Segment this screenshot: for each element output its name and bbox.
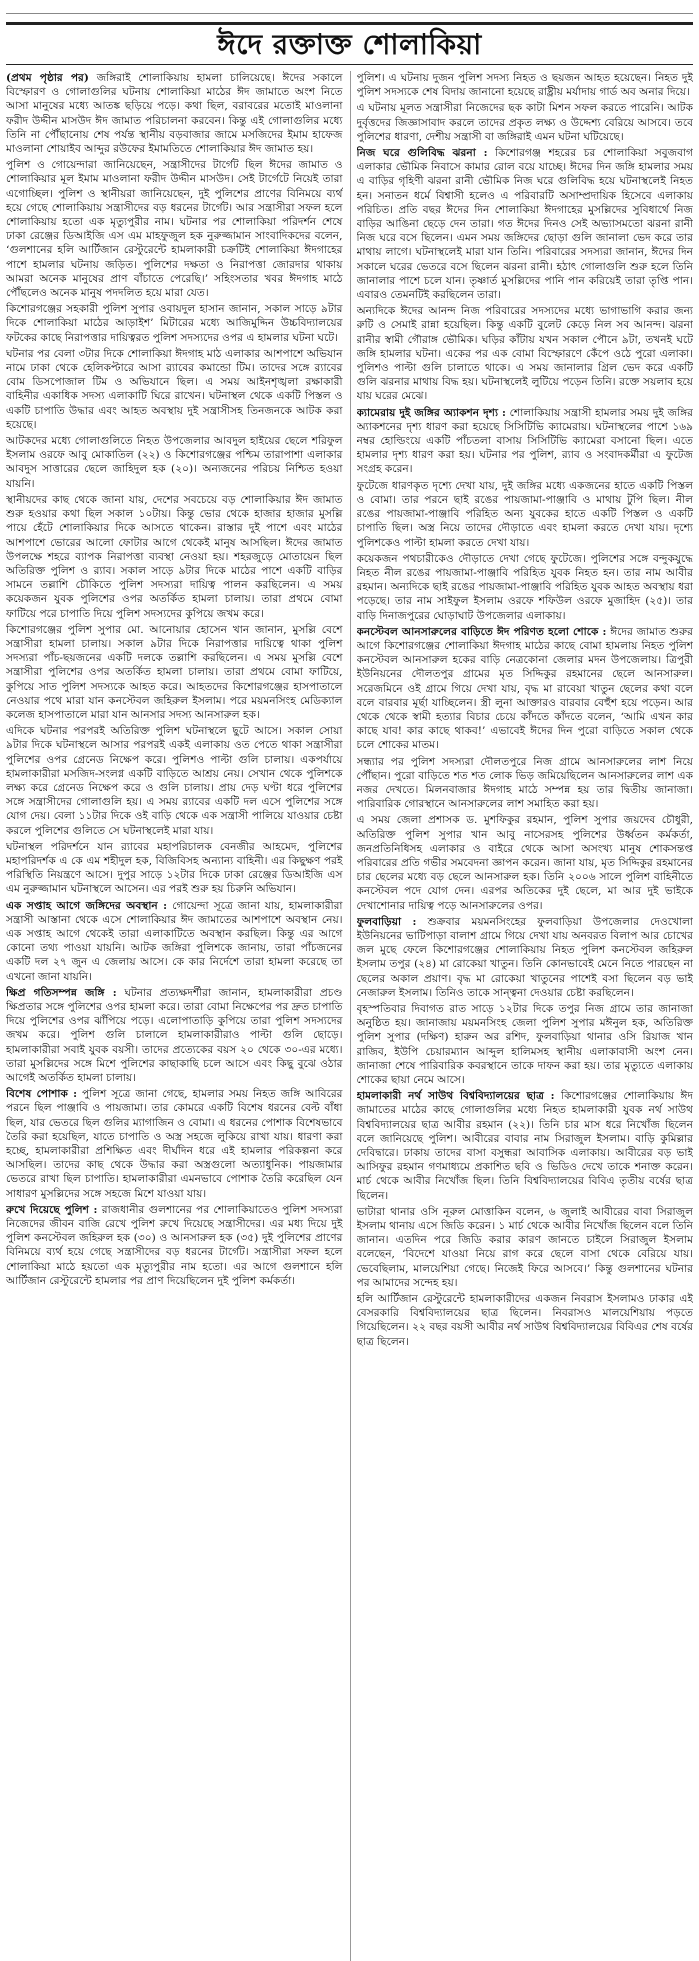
paragraph-text: সন্ধ্যার পর পুলিশ সদস্যরা দৌলতপুরে নিজ গ্রামে আনসারুলের লাশ নিয়ে পৌঁছান। পুরো বাড়িতে শত শত লোক ভিড় জমিয়েছিলেন আনসারুলের লাশ এক নজর দেখতে। মিলনবাজার ঈদগাহ মাঠে সম্পন্ন হয় তার দ্বিতীয় জানাজা। পারিবারিক গোরস্থানে আনসারুলের লাশ সমাহিত করা হয়। (356, 755, 693, 811)
article-paragraph (6, 302, 343, 345)
article-paragraph (357, 1292, 694, 1349)
page-top-strip (6, 0, 693, 14)
article-paragraph (6, 899, 343, 984)
paragraph-text: গোয়েন্দা সূত্রে জানা যায়, হামলাকারীরা সন্ত্রাসী আস্তানা থেকে এসে শোলাকিয়ার ঈদ জামাতের আশপাশে অবস্থান নেয়। এক সপ্তাহ আগে থেকেই তারা এলাকাটিতে অবস্থান করছিল। কিন্তু এর আগে কোনো তথ্য পাওয়া যায়নি। আটক জঙ্গিরা পুলিশকে জানায়, তারা পাঁচজনের একটি দল ২৭ জুন এ জেলায় আসে। কে কার নির্দেশে তারা হামলা করেছে তা এখনো জানা যায়নি। (6, 899, 343, 983)
article-paragraph (6, 347, 343, 432)
article-paragraph (357, 1089, 694, 1203)
article-paragraph (6, 840, 343, 897)
paragraph-text: ফুটেজে ধারণকৃত দৃশ্যে দেখা যায়, দুই জঙ্গির মধ্যে একজনের হাতে একটি পিস্তল ও বোমা। তার পরনে ছাই রঙের পায়জামা-পাঞ্জাবি ও মাথায় টুপি ছিল। নীল রঙের পায়জামা-পাঞ্জাবি পরিহিত অন্য যুবকের হাতে একটি পিস্তল ও একটি চাপাতি ছিল। অস্ত্র নিয়ে তাদের দৌড়াতে এবং হামলা করতে দেখা যায়। দৃশ্যে পুলিশকেও পাল্টা হামলা করতে দেখা যায়। (356, 479, 693, 549)
paragraph-text: পুলিশ সূত্রে জানা গেছে, হামলার সময় নিহত জঙ্গি আবিরের পরনে ছিল পাঞ্জাবি ও পায়জামা। তার কোমরে একটি বিশেষ ধরনের বেল্ট বাঁধা ছিল, যার ভেতরে ছিল গুলির ম্যাগাজিন ও বোমা। এ ধরনের পোশাক বিশেষভাবে তৈরি করা হয়েছিল, যাতে চাপাতি ও অস্ত্র সহজে লুকিয়ে রাখা যায়। ধারণা করা হচ্ছে, হামলাকারীরা প্রশিক্ষিত এবং দীর্ঘদিন ধরে এই হামলার পরিকল্পনা করে আসছিল। তাদের কাছ থেকে উদ্ধার করা অস্ত্রগুলো অত্যাধুনিক। পায়জামার ভেতরে রাখা ছিল চাপাতি। হামলাকারীরা এমনভাবে পোশাক তৈরি করেছিল যেন সাধারণ মুসল্লিদের সঙ্গে সহজে মিশে যাওয়া যায়। (6, 1088, 343, 1200)
paragraph-text: অন্যদিকে ঈদের আনন্দ নিজ পরিবারের সদস্যদের মধ্যে ভাগাভাগি করার জন্য রুটি ও সেমাই রান্না হয়েছিল। কিন্তু একটি বুলেট কেড়ে নিল সব আনন্দ। ঝরনা রানীর স্বামী গৌরাঙ্গ ভৌমিক। ঘড়ির কাঁটায় যখন সকাল পৌনে ৯টা, তখনই ঘটে জঙ্গি হামলার ঘটনা। একের পর এক বোমা বিস্ফোরণে কেঁপে ওঠে পুরো এলাকা। পুলিশও পাল্টা গুলি চালাতে থাকে। এ সময় জানালার গ্রিল ভেদ করে একটি গুলি ঝরনার মাথায় বিদ্ধ হয়। ঘটনাস্থলেই লুটিয়ে পড়েন তিনি। রক্তে সয়লাব হয়ে যায় ঘরের মেঝে। (356, 305, 693, 403)
article-column-right (357, 71, 694, 1961)
subheading: বিশেষ পোশাক : (6, 1088, 78, 1101)
paragraph-text: পুলিশ ও গোয়েন্দারা জানিয়েছেন, সন্ত্রাসীদের টার্গেট ছিল ঈদের জামাত ও শোলাকিয়ার মূল ইমাম মাওলানা ফরীদ উদ্দীন মাসউদ। সেই টার্গেটে নিয়েই তারা এগোচ্ছিল। পুলিশ ও স্থানীয়রা জানিয়েছেন, দুই পুলিশের প্রাণের বিনিময়ে ব্যর্থ হয়ে গেছে শোলাকিয়ায় সন্ত্রাসীদের বড় ধরনের টার্গেট। আর সন্ত্রাসীরা সফল হলে শোলাকিয়ায় হতো এক মৃত্যুপুরীর নাম। ঘটনার পর শোলাকিয়া পরিদর্শন শেষে ঢাকা রেঞ্জের ডিআইজি এস এম মাহফুজুল হক নুরুজ্জামান সাংবাদিকদের বলেন, ‘গুলশানের হলি আর্টিজান রেস্টুরেন্টে হামলাকারী চক্রটিই শোলাকিয়া ঈদগাহের পাশে হামলার ঘটনায় জড়িত। পুলিশের দক্ষতা ও নিরাপত্তা জোরদার থাকায় আমরা অনেক মানুষের প্রাণ বাঁচাতে পেরেছি।’ সহিংসতার খবর ঈদগাহ মাঠে পৌঁছলেও অনেক মানুষ পদদলিত হয়ে মারা যেত। (6, 159, 343, 300)
article-paragraph (357, 1002, 694, 1087)
paragraph-text: ঘটনার পর বেলা ৩টার দিকে শোলাকিয়া ঈদগাহ মাঠ এলাকার আশপাশে অভিযান নামে ঢাকা থেকে হেলিকপ্টারে আসা র‌্যাবের কমান্ডো টিম। তাদের সঙ্গে র‌্যাবের বোম ডিসপোজাল টিম ও অভিযানে ছিল। এ সময় আইনশৃঙ্খলা রক্ষাকারী বাহিনীর একাধিক সদস্য এলাকাটি ঘিরে রাখেন। ঘটনাস্থল থেকে একটি পিস্তল ও একটি চাপাতি উদ্ধার এবং আহত অবস্থায় দুই সন্ত্রাসীসহ তিনজনকে আটক করা হয়েছে। (6, 347, 343, 431)
subheading: ক্ষিপ্র গতিসম্পন্ন জঙ্গি : (6, 986, 117, 999)
article-paragraph (6, 724, 343, 838)
paragraph-text: এ সময় জেলা প্রশাসক ড. মুশফিকুর রহমান, পুলিশ সুপার জয়দেব চৌধুরী, অতিরিক্ত পুলিশ সুপার খান আবু নাসেরসহ পুলিশের উর্ধ্বতন কর্মকর্তা, জনপ্রতিনিধিসহ এলাকার ও বাইরে থেকে আসা অসংখ্য মানুষ শোকসন্তপ্ত পরিবারের প্রতি গভীর সমবেদনা জ্ঞাপন করেন। জানা যায়, মৃত সিদ্দিকুর রহমানের চার ছেলের মধ্যে বড় ছেলে আনসারুল হক। তিনি ২০০৬ সালে পুলিশ বাহিনীতে কনস্টেবল পদে যোগ দেন। এরপর অতিকের দুই ছেলে, মা আর দুই ভাইকে দেখাশোনার দায়িত্ব পড়ে আনসারুলের ওপর। (356, 814, 693, 912)
article-columns (6, 71, 693, 1961)
article-paragraph (357, 406, 694, 477)
paragraph-text: শোলাকিয়ায় সন্ত্রাসী হামলার সময় দুই জঙ্গির অ্যাকশনের দৃশ্য ধারণ করা হয়েছে সিসিটিভি ক্যামেরায়। ঘটনাস্থলের পাশে ১৬৯ নম্বর হোল্ডিংয়ে একটি পাঁচতলা বাসায় সিসিটিভি ক্যামেরা বসানো ছিল। এতে হামলার দৃশ্য ধারণ করা হয়। ঘটনার পর পুলিশ, র‌্যাব ও সংবাদকর্মীরা এ ফুটেজ সংগ্রহ করেন। (356, 406, 693, 476)
article-paragraph (6, 434, 343, 491)
article-column-left (6, 71, 343, 1961)
article-paragraph (357, 146, 694, 302)
paragraph-text: আটকদের মধ্যে গোলাগুলিতে নিহত উপজেলার আবদুল হাইয়ের ছেলে শরিফুল ইসলাম ওরফে আবু মোকাতিল (২২) ও কিশোরগঞ্জের পশ্চিম তারাপাশা এলাকার আবদুস সাত্তারের ছেলে জাহিদুল হক (২০)। অন্যজনের পরিচয় নিশ্চিত হওয়া যায়নি। (6, 435, 343, 490)
article-paragraph (357, 625, 694, 753)
paragraph-text: পুলিশ। এ ঘটনায় দুজন পুলিশ সদস্য নিহত ও ছয়জন আহত হয়েছেন। নিহত দুই পুলিশ সদস্যকে শেষ বিদায় জানানো হয়েছে রাষ্ট্রীয় মর্যাদায় গার্ড অব অনার দিয়ে। (356, 72, 693, 99)
article-paragraph (357, 755, 694, 812)
paragraph-text: কিশোরগঞ্জের পুলিশ সুপার মো. আনোয়ার হোসেন খান জানান, মুসল্লি বেশে সন্ত্রাসীরা হামলা চালায়। সকাল ৯টার দিকে নিরাপত্তার দায়িত্বে থাকা পুলিশ সদস্যরা পাঁচ-ছয়জনের একটি দলকে তল্লাশি করছিলেন। এ সময় মুসল্লি বেশে সন্ত্রাসীরা পুলিশের ওপর অতর্কিত হামলা চালায়। তারা প্রথমে বোমা ফাটিয়ে, কুপিয়ে সাত পুলিশ সদস্যকে আহত করে। আহতদের কিশোরগঞ্জের হাসপাতালে নেওয়ার পথে মারা যান কনস্টেবল জহিরুল ইসলাম। পরে ময়মনসিংহ মেডিক্যাল কলেজ হাসপাতালে মারা যান আনসার সদস্য আনসারুল হক। (6, 623, 343, 721)
subheading: নিজ ঘরে গুলিবিদ্ধ ঝরনা : (356, 147, 488, 160)
article-paragraph (6, 623, 343, 722)
article-paragraph (357, 813, 694, 912)
subheading: কনস্টেবল আনসারুলের বাড়িতে ঈদ পরিণত হলো শোকে : (356, 625, 607, 638)
paragraph-text: ঘটনাস্থল পরিদর্শনে যান র‌্যাবের মহাপরিচালক বেনজীর আহমেদ, পুলিশের মহাপরিদর্শক এ কে এম শহীদুল হক, বিজিবিসহ অন্যান্য বাহিনী। এর কিছুক্ষণ পরই পরিস্থিতি নিয়ন্ত্রণে আসে। দুপুর সাড়ে ১২টার দিকে ঢাকা রেঞ্জের ডিআইজি এস এম নুরুজ্জামান ঘটনাস্থলে আসেন। এর পরই শুরু হয় চিরুনি অভিযান। (6, 840, 343, 896)
paragraph-text: এদিকে ঘটনার পরপরই অতিরিক্ত পুলিশ ঘটনাস্থলে ছুটে আসে। সকাল সোয়া ৯টার দিকে ঘটনাস্থলে আসার পরপরই একই এলাকায় ওত পেতে থাকা সন্ত্রাসীরা পুলিশের ওপর গ্রেনেড নিক্ষেপ করে। পুলিশও পাল্টা গুলি চালায়। একপর্যায়ে হামলাকারীরা মসজিদ-সংলগ্ন একটি বাড়িতে আশ্রয় নেয়। সেখান থেকে পুলিশকে লক্ষ্য করে গ্রেনেড নিক্ষেপ করে ও গুলি চালায়। প্রায় দেড় ঘণ্টা ধরে পুলিশের সঙ্গে সন্ত্রাসীদের গোলাগুলি হয়। এ সময় র‌্যাবের একটি দল এসে পুলিশের সঙ্গে যোগ দেয়। বেলা ১১টার দিকে ওই বাড়ি থেকে এক সন্ত্রাসী পালিয়ে যাওয়ার চেষ্টা করলে পুলিশের গুলিতে সে ঘটনাস্থলেই মারা যায়। (6, 725, 343, 837)
article-paragraph (357, 101, 694, 144)
subheading: ক্যামেরায় দুই জঙ্গির অ্যাকশন দৃশ্য : (356, 406, 506, 419)
headline-bar (6, 22, 693, 65)
paragraph-text: হলি আর্টিজান রেস্টুরেন্টে হামলাকারীদের একজন নিবরাস ইসলামও ঢাকার এই বেসরকারি বিশ্ববিদ্যালয়ের ছাত্র ছিলেন। নিবরাসও মালয়েশিয়ায় পড়তে গিয়েছিলেন। ২২ বছর বয়সী আবীর নর্থ সাউথ বিশ্ববিদ্যালয়ের বিবিএর শেষ বর্ষের ছাত্র ছিলেন। (356, 1293, 693, 1348)
article-paragraph (6, 158, 343, 300)
paragraph-text: কিশোরগঞ্জ শহরের চর শোলাকিয়া সবুজবাগ এলাকার ভৌমিক নিবাসে কামার রোল বয়ে যাচ্ছে। ঈদের দিন জঙ্গি হামলার সময় এ বাড়ির গৃহিণী ঝরনা রানী ভৌমিক নিজ ঘরে গুলিবিদ্ধ হয়ে ঘটনাস্থলেই নিহত হন। সনাতন ধর্মে বিশ্বাসী হলেও এ পরিবারটি অসাম্প্রদায়িক হিসেবে এলাকায় পরিচিত। প্রতি বছর ঈদের দিন শোলাকিয়া ঈদগাহের মুসল্লিদের সুবিধার্থে নিজ বাড়ির আঙিনা ছেড়ে দেন তারা। গত ঈদের দিনও সেই অভ্যাসমতো ঝরনা রানী নিজ ঘরে বসে ছিলেন। এমন সময় জঙ্গিদের ছোড়া গুলি জানালা ভেদ করে তার মাথায় লাগে। ঘটনাস্থলেই মারা যান তিনি। পরিবারের সদস্যরা জানান, ঈদের দিন সকালে ঘরের ভেতরে বসে ছিলেন ঝরনা রানী। হঠাৎ গোলাগুলি শুরু হলে তিনি জানালার পাশে চলে যান। তৃষ্ণার্ত মুসল্লিদের পানি পান করিয়েই তারা তৃপ্তি পান। এবারও তেমনটিই করছিলেন তারা। (356, 147, 693, 302)
article-paragraph (357, 552, 694, 623)
article-paragraph (6, 1087, 343, 1201)
subheading: ফুলবাড়িয়া : (356, 915, 417, 928)
subheading: রুখে দিয়েছে পুলিশ : (6, 1203, 98, 1216)
continuation-note: (প্রথম পৃষ্ঠার পর) (6, 72, 89, 84)
paragraph-text: কিশোরগঞ্জের সহকারী পুলিশ সুপার ওবায়দুল হাসান জানান, সকাল সাড়ে ৯টার দিকে শোলাকিয়া মাঠের আড়াইশ’ মিটারের মধ্যে আজিমুদ্দিন উচ্চবিদ্যালয়ের ফটকের কাছে নিরাপত্তার দায়িত্বরত পুলিশ সদস্যদের ওপর এ হামলার ঘটনা ঘটে। (6, 303, 343, 344)
paragraph-text: স্থানীয়দের কাছ থেকে জানা যায়, দেশের সবচেয়ে বড় শোলাকিয়ার ঈদ জামাত শুরু হওয়ার কথা ছিল সকাল ১০টায়। কিন্তু ভোর থেকে হাজার হাজার মুসল্লি পায়ে হেঁটে শোলাকিয়ার দিকে আসতে থাকেন। রাস্তার দুই পাশে এবং মাঠের আশপাশে ভোরের আলো ফোটার আগে থেকেই মানুষ আসছিল। ঈদের জামাত উপলক্ষে শহরে ব্যাপক নিরাপত্তা ব্যবস্থা নেওয়া হয়। শহরজুড়ে মোতায়েন ছিল অতিরিক্ত পুলিশ ও র‌্যাব। সকাল সাড়ে ৯টার দিকে মাঠের পাশে একটি বাড়ির সামনে তল্লাশি চৌকিতে পুলিশ সদস্যরা দায়িত্ব পালন করছিলেন। এ সময় কয়েকজন যুবক পুলিশের ওপর অতর্কিত হামলা চালায়। তারা প্রথমে বোমা ফাটিয়ে পরে চাপাতি দিয়ে পুলিশ সদস্যদের কুপিয়ে জখম করে। (6, 493, 343, 620)
paragraph-text: জঙ্গিরাই শোলাকিয়ায় হামলা চালিয়েছে। ঈদের সকালে বিস্ফোরণ ও গোলাগুলির ঘটনায় শোলাকিয়া মাঠের ঈদ জামাতে অংশ নিতে আসা মানুষের মধ্যে আতঙ্ক ছড়িয়ে পড়ে। কথা ছিল, বরাবরের মতোই মাওলানা ফরীদ উদ্দীন মাসউদ ঈদ জামাত পরিচালনা করবেন। কিন্তু এই গোলাগুলির মধ্যে তিনি না পৌঁছানোয় শেষ পর্যন্ত স্থানীয় বড়বাজার জামে মসজিদের ইমাম হাফেজ মাওলানা শোয়াইব আব্দুর রউফের ইমামতিতে শোলাকিয়ার ঈদ জামাত হয়। (6, 72, 343, 156)
article-paragraph (6, 493, 343, 621)
article-paragraph (357, 915, 694, 1000)
paragraph-text: শুক্রবার ময়মনসিংহের ফুলবাড়িয়া উপজেলার দেওখোলা ইউনিয়নের ভাটিপাড়া বালাশ গ্রামে গিয়ে দেখা যায় অনবরত বিলাপ আর চোখের জল মুছে ফেলে কিশোরগঞ্জের শোলাকিয়ায় নিহত পুলিশ কনস্টেবল জহিরুল ইসলাম তপুর (২৪) মা রোকেয়া খাতুন। তিনি কোনভাবেই মেনে নিতে পারছেন না ছেলের অকাল প্রয়াণ। বৃদ্ধ মা রোকেয়া খাতুনের পাশেই বসা ছিলেন বড় ভাই নেজারুল ইসলাম। তিনিও তাকে সান্ত্বনা দেওয়ার চেষ্টা করছিলেন। (356, 915, 693, 999)
headline: ঈদে রক্তাক্ত শোলাকিয়া (217, 28, 482, 61)
article-paragraph (6, 986, 343, 1085)
subheading: হামলাকারী নর্থ সাউথ বিশ্ববিদ্যালয়ের ছাত্র : (356, 1090, 555, 1103)
paragraph-text: বৃহস্পতিবার দিবাগত রাত সাড়ে ১২টার দিকে তপুর নিজ গ্রামে তার জানাজা অনুষ্ঠিত হয়। জানাজায় ময়মনসিংহ জেলা পুলিশ সুপার মঈনুল হক, অতিরিক্ত পুলিশ সুপার (দক্ষিণ) হারুন অর রশিদ, ফুলবাড়িয়া থানার ওসি রিয়াজ খান রাজিব, ইউপি চেয়ারম্যান আব্দুল হালিমসহ স্থানীয় এলাকাবাসী অংশ নেন। জানাজা শেষে পারিবারিক কবরস্থানে তাকে দাফন করা হয়। তার মৃত্যুতে এলাকায় শোকের ছায়া নেমে আসে। (356, 1003, 693, 1087)
paragraph-text: রাজধানীর গুলশানের পর শোলাকিয়াতেও পুলিশ সদস্যরা নিজেদের জীবন বাজি রেখে পুলিশ রুখে দিয়েছে সন্ত্রাসীদের। এর মধ্য দিয়ে দুই পুলিশ কনস্টেবল জহিরুল হক (৩০) ও আনসারুল হক (৩৫) দুই পুলিশের প্রাণের বিনিময়ে ব্যর্থ হয়ে গেছে সন্ত্রাসীদের বড় ধরনের টার্গেট। সন্ত্রাসীরা সফল হলে শোলাকিয়া মাঠে হয়তো এক মৃত্যুপুরীর নাম হতো। এর আগে গুলশানে হলি আর্টিজান রেস্টুরেন্টে হামলার পর প্রাণ দিয়েছিলেন দুই পুলিশ কর্মকর্তা। (6, 1203, 343, 1287)
article-paragraph (357, 1205, 694, 1290)
subheading: এক সপ্তাহ আগে জঙ্গিদের অবস্থান : (6, 899, 168, 912)
article-paragraph (357, 71, 694, 99)
article-paragraph (357, 304, 694, 403)
article-paragraph (6, 1203, 343, 1288)
article-paragraph (357, 479, 694, 550)
paragraph-text: ভাটারা থানার ওসি নূরুল মোত্তাকিন বলেন, ৬ জুলাই আবীরের বাবা সিরাজুল ইসলাম থানায় এসে জিডি করেন। ১ মার্চ থেকে আবীর নিখোঁজ ছিলেন বলে তিনি জানান। এতদিন পরে জিডি করার কারণ জানতে চাইলে সিরাজুল ইসলাম বলেছেন, ‘বিদেশে যাওয়া নিয়ে রাগ করে ছেলে বাসা থেকে বেরিয়ে যায়। ভেবেছিলাম, মালয়েশিয়া গেছে। নিজেই ফিরে আসবে।’ কিন্তু গুলশানের ঘটনার পর আমাদের সন্দেহ হয়। (356, 1205, 693, 1289)
paragraph-text: ঘটনার প্রত্যক্ষদর্শীরা জানান, হামলাকারীরা প্রচণ্ড ক্ষিপ্রতার সঙ্গে পুলিশের ওপর হামলা করে। তারা বোমা নিক্ষেপের পর দ্রুত চাপাতি দিয়ে পুলিশের ওপর ঝাঁপিয়ে পড়ে। এলোপাতাড়ি কুপিয়ে তারা পুলিশ সদস্যদের জখম করে। পুলিশ গুলি চালালে হামলাকারীরাও পাল্টা গুলি ছোড়ে। হামলাকারীরা সবাই যুবক বয়সী। তাদের প্রত্যেকের বয়স ২০ থেকে ৩০-এর মধ্যে। তারা মুসল্লিদের সঙ্গে মিশে পুলিশের কাছাকাছি চলে আসে এবং কিছু বুঝে ওঠার আগেই অতর্কিত হামলা চালায়। (6, 986, 343, 1085)
article-paragraph (6, 71, 343, 156)
paragraph-text: কিশোরগঞ্জের শোলাকিয়ায় ঈদ জামাতের মাঠের কাছে গোলাগুলির মধ্যে নিহত হামলাকারী যুবক নর্থ সাউথ বিশ্ববিদ্যালয়ের ছাত্র আবীর রহমান (২২)। তিনি চার মাস ধরে নিখোঁজ ছিলেন বলে জানিয়েছে পুলিশ। আবীরের বাবার নাম সিরাজুল ইসলাম। বাড়ি কুমিল্লার দেবিদ্বারে। ঢাকায় তাদের বাসা বসুন্ধরা আবাসিক এলাকায়। আবীরের বড় ভাই আসিফুর রহমান গণমাধ্যমে প্রকাশিত ছবি ও ভিডিও দেখে তাকে শনাক্ত করেন। মার্চ থেকে আবীর নিখোঁজ ছিল। তিনি বিশ্ববিদ্যালয়ের বিবিএ তৃতীয় বর্ষের ছাত্র ছিলেন। (356, 1090, 693, 1202)
paragraph-text: ঈদের জামাত শুরুর আগে কিশোরগঞ্জের শোলাকিয়া ঈদগাহ মাঠের কাছে বোমা হামলায় নিহত পুলিশ কনস্টেবল আনসারুল হকের বাড়ি নেত্রকোনা জেলার মদন উপজেলায়। ত্রিপুরী ইউনিয়নের দৌলতপুর গ্রামের মৃত সিদ্দিকুর রহমানের ছেলে আনসারুল। সরেজমিনে ওই গ্রামে গিয়ে দেখা যায়, বৃদ্ধ মা রাবেয়া খাতুন ছেলের কথা বলে বলে বারবার মূর্ছা যাচ্ছিলেন। স্ত্রী লুনা আক্তারও বারবার বেহুঁশ হয়ে পড়েন। আর থেকে থেকে স্বামী হত্যার বিচার চেয়ে কাঁদতে কাঁদতে বলেন, ‘আমি এখন কার কাছে যাব! কার কাছে থাকব!’ এভাবেই ঈদের দিন পুরো বাড়িতে সকাল থেকে চলে শোকের মাতম। (356, 625, 693, 752)
paragraph-text: এ ঘটনায় মূলত সন্ত্রাসীরা নিজেদের ছক কাটা মিশন সফল করতে পারেনি। আটক দুর্বৃত্তদের জিজ্ঞাসাবাদ করলে তাদের প্রকৃত লক্ষ্য ও উদ্দেশ্য বেরিয়ে আসবে। তবে পুলিশের ধারণা, দেশীয় সন্ত্রাসী বা জঙ্গিরাই এমন ঘটনা ঘটিয়েছে। (356, 102, 693, 143)
paragraph-text: কয়েকজন পথচারীকেও দৌড়াতে দেখা গেছে ফুটেজে। পুলিশের সঙ্গে বন্দুকযুদ্ধে নিহত নীল রঙের পায়জামা-পাঞ্জাবি পরিহিত যুবক নিহত হন। তার নাম আবীর রহমান। অন্যদিকে ছাই রঙের পায়জামা-পাঞ্জাবি পরিহিত যুবক আহত অবস্থায় ধরা পড়েছে। তার নাম সাইফুল ইসলাম ওরফে শফিউল ওরফে মুজাহিদ (২৫)। তার বাড়ি দিনাজপুরের ঘোড়াঘাট উপজেলার এলাকায়। (356, 552, 693, 622)
